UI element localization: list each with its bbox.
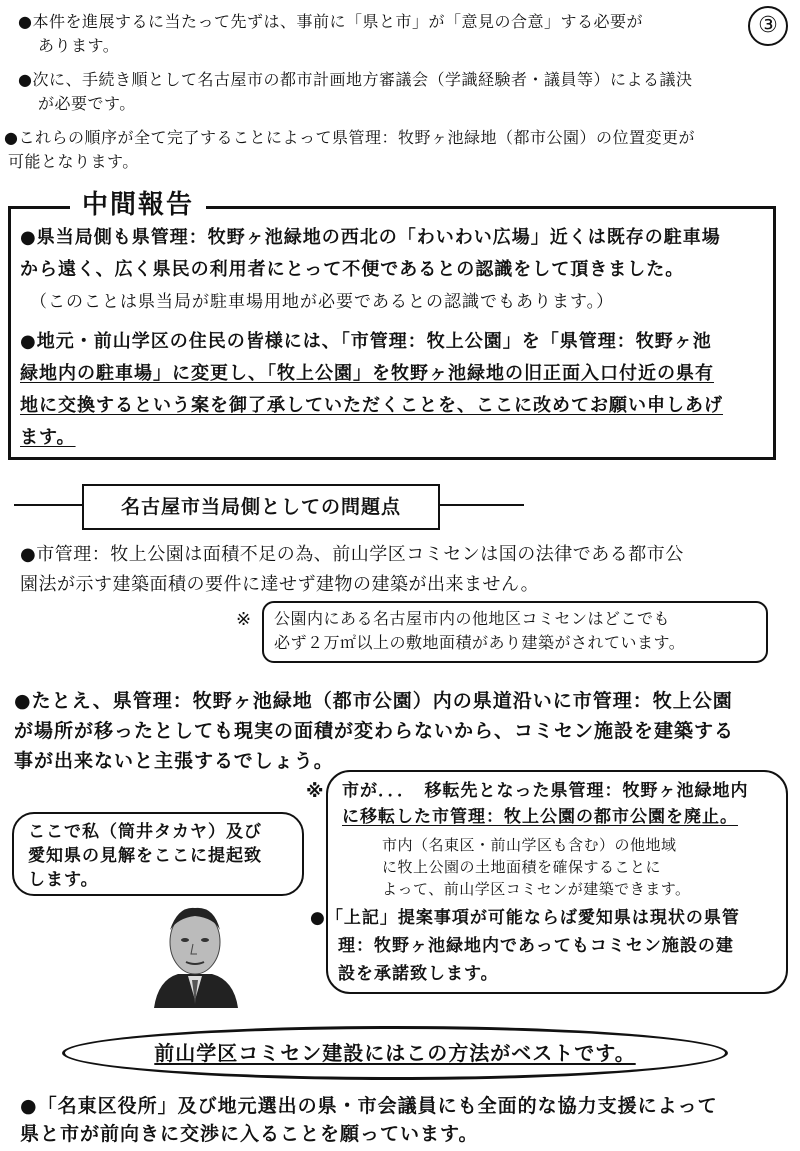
text-line: に移転した市管理：牧上公園の都市公園を廃止。 [342,807,738,827]
text-line: ここで私（筒井タカヤ）及び [28,822,262,842]
interim-paragraph-2 [20,326,723,454]
text-line: が場所が移ったとしても現実の面積が変わらないから、コミセン施設を建築する [14,720,735,742]
problems-note [262,601,768,663]
text-line: 市内（名東区・前山学区も含む）の他地域 [382,836,677,854]
proposal-bold-1 [342,778,749,830]
text-line: 県と市が前向きに交渉に入ることを願っています。 [20,1123,479,1145]
text-line: 緑地内の駐車場」に変更し、「牧上公園」を牧野ヶ池緑地の旧正面入口付近の県有 [20,363,714,384]
intro-paragraph-3 [4,126,695,174]
text-line: 設を承諾致します。 [338,964,499,984]
text-line: 公園内にある名古屋市内の他地区コミセンはどこでも [274,609,671,628]
text-line: ●市管理：牧上公園は面積不足の為、前山学区コミセンは国の法律である都市公 [20,544,684,565]
text-line: あります。 [38,36,120,55]
text-line: 可能となります。 [8,152,139,171]
text-line: よって、前山学区コミセンが建築できます。 [382,880,691,898]
text-line: 必ず２万㎡以上の敷地面積があり建築がされています。 [274,633,686,652]
text-line: 前山学区コミセン建設にはこの方法がベストです。 [154,1041,636,1065]
text-line: 理：牧野ヶ池緑地内であってもコミセン施設の建 [338,936,734,956]
interim-report-title: 中間報告 [70,185,206,225]
text-line: 事が出来ないと主張するでしょう。 [14,750,334,772]
text-line: が必要です。 [38,94,136,113]
text-line: ●これらの順序が全て完了することによって県管理：牧野ヶ池緑地（都市公園）の位置変更が [4,128,695,147]
best-method-text [62,1026,728,1080]
intro-paragraph-2 [18,68,692,116]
proposal-bold-2 [310,904,740,988]
text-line: ●「上記」提案事項が可能ならば愛知県は現状の県管 [310,908,740,928]
text-line: 地に交換するという案を御了承していただくことを、ここに改めてお願い申しあげ [20,395,723,416]
closing-paragraph [20,1092,718,1148]
text-line: ●地元・前山学区の住民の皆様には、「市管理：牧上公園」を「県管理：牧野ヶ池 [20,331,712,352]
intro-paragraph-1 [18,10,643,58]
text-line: ●たとえ、県管理：牧野ヶ池緑地（都市公園）内の県道沿いに市管理：牧上公園 [14,690,733,712]
problems-paragraph-1 [20,540,684,600]
text-line: （このことは県当局が駐車場用地が必要であるとの認識でもあります。） [30,292,615,312]
proposal-mark: ※ [306,781,324,802]
text-line: に牧上公園の土地面積を確保することに [382,858,662,876]
problems-paragraph-2 [14,686,734,776]
divider-line [436,504,524,506]
proposal-normal [382,834,691,900]
note-mark: ※ [236,609,252,630]
speaker-bubble [12,812,304,896]
text-line: ●「名東区役所」及び地元選出の県・市会議員にも全面的な協力支援によって [20,1095,718,1117]
text-line: 市が．．． 移転先となった県管理：牧野ヶ池緑地内 [342,781,749,801]
divider-line [14,504,84,506]
text-line: ●本件を進展するに当たって先ずは、事前に「県と市」が「意見の合意」する必要が [18,12,643,31]
text-line: 愛知県の見解をここに提起致 [28,846,262,866]
text-line: ●県当局側も県管理：牧野ヶ池緑地の西北の「わいわい広場」近くは既存の駐車場 [20,227,721,248]
text-line: ●次に、手続き順として名古屋市の都市計画地方審議会（学識経験者・議員等）による議決 [18,70,693,89]
text-line: から遠く、広く県民の利用者にとって不便であるとの認識をして頂きました。 [20,259,685,280]
page-number: ③ [748,6,788,46]
text-line: 園法が示す建築面積の要件に達せず建物の建築が出来ません。 [20,574,540,595]
speaker-portrait [148,900,242,1008]
interim-paragraph-1 [20,222,721,318]
text-line: します。 [28,870,99,890]
problems-title: 名古屋市当局側としての問題点 [82,484,440,530]
text-line: ます。 [20,427,76,448]
